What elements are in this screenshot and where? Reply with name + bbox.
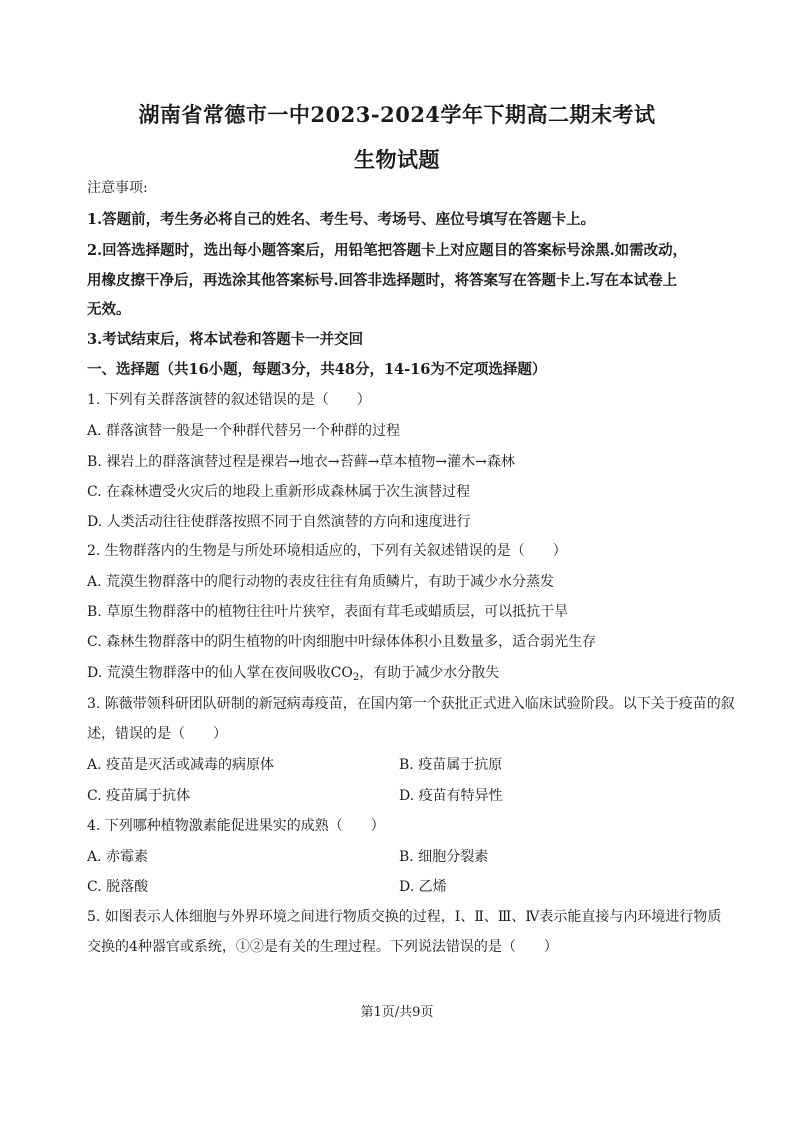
q2-option-c: C. 森林生物群落中的阴生植物的叶肉细胞中叶绿体体积小且数量多，适合弱光生存: [87, 634, 597, 650]
page-number: 第1页/共9页: [360, 1005, 434, 1020]
q2-option-d-subscript: 2: [352, 672, 360, 683]
q2-option-b: B. 草原生物群落中的植物往往叶片狭窄，表面有茸毛或蜡质层，可以抵抗干旱: [87, 604, 569, 620]
page-title: 湖南省常德市一中2023-2024学年下期高二期末考试: [138, 102, 656, 127]
q4-option-c: C. 脱落酸: [87, 879, 149, 895]
q3-option-c: C. 疫苗属于抗体: [87, 788, 191, 804]
q3-option-b: B. 疫苗属于抗原: [399, 757, 503, 773]
q2-option-d-pre: D. 荒漠生物群落中的仙人掌在夜间吸收CO: [87, 665, 353, 681]
q4-option-d: D. 乙烯: [399, 879, 447, 895]
q4-option-b: B. 细胞分裂素: [399, 849, 489, 865]
q4-option-a: A. 赤霉素: [87, 849, 149, 865]
notice-item-1: 1.答题前，考生务必将自己的姓名、考生号、考场号、座位号填写在答题卡上。: [87, 211, 596, 228]
q2-option-d: [87, 663, 727, 688]
notice-item-3: 3.考试结束后，将本试卷和答题卡一并交回: [87, 331, 364, 348]
notice-heading: 注意事项:: [87, 180, 148, 196]
q3-stem-line-2: 述，错误的是（ ）: [87, 726, 227, 742]
section-heading: 一、选择题（共16小题，每题3分，共48分，14-16为不定项选择题）: [87, 361, 547, 378]
page-subtitle: 生物试题: [354, 147, 440, 172]
q4-stem: 4. 下列哪种植物激素能促进果实的成熟（ ）: [87, 818, 385, 834]
q2-option-d-post: ，有助于减少水分散失: [359, 665, 500, 681]
q3-stem-line-1: 3. 陈薇带领科研团队研制的新冠病毒疫苗，在国内第一个获批正式进入临床试验阶段。以下关于疫苗的叙: [87, 696, 735, 712]
q1-stem: 1. 下列有关群落演替的叙述错误的是（ ）: [87, 392, 371, 408]
notice-item-2-line-2: 用橡皮擦干净后，再选涂其他答案标号.回答非选择题时，将答案写在答题卡上.写在本试卷上: [87, 272, 678, 289]
q2-stem: 2. 生物群落内的生物是与所处环境相适应的，下列有关叙述错误的是（ ）: [87, 543, 567, 559]
q1-option-d: D. 人类活动往往使群落按照不同于自然演替的方向和速度进行: [87, 514, 471, 530]
q1-option-c: C. 在森林遭受火灾后的地段上重新形成森林属于次生演替过程: [87, 484, 471, 500]
q5-stem-line-2: 交换的4种器官或系统，①②是有关的生理过程。下列说法错误的是（ ）: [87, 939, 558, 955]
q1-option-a: A. 群落演替一般是一个种群代替另一个种群的过程: [87, 423, 401, 439]
notice-item-2-line-1: 2.回答选择题时，选出每小题答案后，用铅笔把答题卡上对应题目的答案标号涂黑.如需改动，: [87, 242, 688, 259]
q3-option-d: D. 疫苗有特异性: [399, 788, 503, 804]
q5-stem-line-1: 5. 如图表示人体细胞与外界环境之间进行物质交换的过程，Ⅰ、Ⅱ、Ⅲ、Ⅳ表示能直接与内环境进行物质: [87, 909, 722, 925]
q1-option-b: B. 裸岩上的群落演替过程是裸岩→地衣→苔藓→草本植物→灌木→森林: [87, 454, 515, 470]
q2-option-a: A. 荒漠生物群落中的爬行动物的表皮往往有角质鳞片，有助于减少水分蒸发: [87, 574, 555, 590]
notice-item-2-line-3: 无效。: [87, 301, 131, 318]
q3-option-a: A. 疫苗是灭活或减毒的病原体: [87, 757, 275, 773]
